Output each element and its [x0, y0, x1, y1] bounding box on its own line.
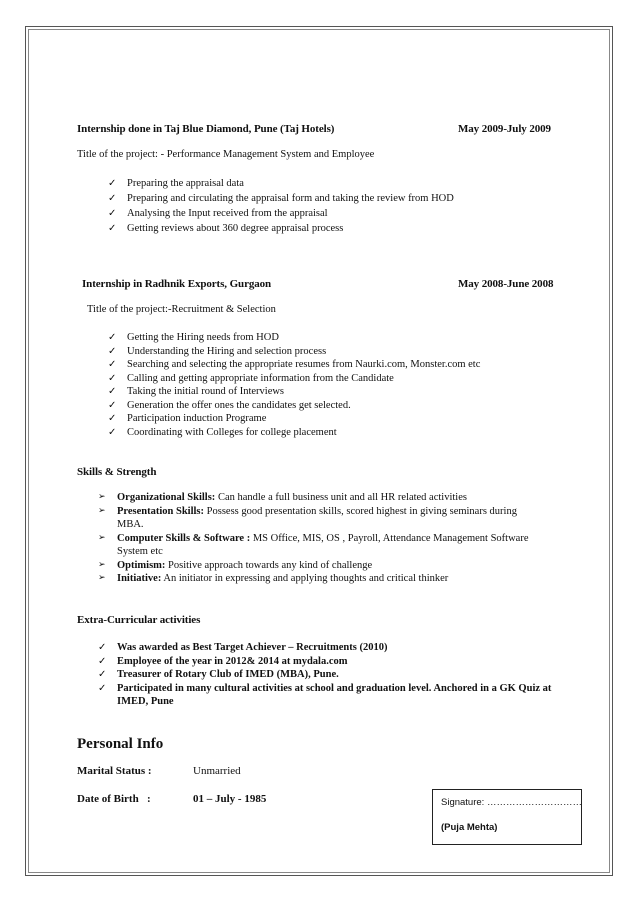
skill-text: Can handle a full business unit and all HR related activities — [215, 492, 467, 503]
internship1-title: Internship done in Taj Blue Diamond, Pune (Taj Hotels) — [77, 123, 335, 135]
list-item: ✓ Participation induction Programe — [127, 412, 480, 426]
internship1-project: Title of the project: - Performance Management System and Employee — [77, 149, 375, 160]
signature-box — [432, 789, 582, 845]
skill-item — [117, 559, 547, 573]
list-item: ✓ Preparing and circulating the appraisal form and taking the review from HOD — [127, 192, 454, 206]
list-item: ✓ Preparing the appraisal data — [127, 177, 454, 191]
skill-item — [117, 491, 547, 505]
skill-text: Positive approach towards any kind of challenge — [165, 559, 373, 571]
skill-label: Organizational Skills: — [117, 492, 216, 503]
extra-heading: Extra-Curricular activities — [77, 614, 201, 626]
list-item: ✓ Was awarded as Best Target Achiever – Recruitments (2010) — [117, 641, 557, 655]
dob-label: Date of Birth : — [77, 793, 151, 805]
list-item: ✓ Treasurer of Rotary Club of IMED (MBA), Pune. — [117, 668, 557, 682]
dob-value: 01 – July - 1985 — [193, 793, 267, 805]
list-item: ✓ Getting reviews about 360 degree appraisal process — [127, 222, 454, 236]
list-item: ✓ Participated in many cultural activities at school and graduation level. Anchored in a GK Quiz at IMED, Pune — [117, 682, 557, 709]
internship1-list — [127, 177, 454, 236]
list-item: ✓ Taking the initial round of Interviews — [127, 385, 480, 399]
internship2-title: Internship in Radhnik Exports, Gurgaon — [82, 278, 272, 290]
internship2-list — [127, 331, 480, 439]
skill-label: Optimism: — [117, 559, 166, 571]
list-item: ✓ Employee of the year in 2012& 2014 at mydala.com — [117, 655, 557, 669]
extra-list — [117, 641, 557, 709]
internship2-project: Title of the project:-Recruitment & Selection — [87, 304, 276, 315]
skills-heading: Skills & Strength — [77, 466, 157, 478]
internship1-dates: May 2009-July 2009 — [458, 123, 551, 135]
skill-text: An initiator in expressing and applying thoughts and critical thinker — [161, 573, 449, 584]
skill-item — [117, 505, 537, 532]
skill-label: Initiative: — [117, 573, 162, 584]
signature-name: (Puja Mehta) — [441, 822, 498, 833]
list-item: ✓ Analysing the Input received from the appraisal — [127, 207, 454, 221]
skill-item — [117, 572, 547, 586]
skill-label: Computer Skills & Software : — [117, 532, 251, 544]
skill-item — [117, 532, 542, 559]
skill-text: Possess good presentation skills, scored highest in giving seminars during MBA. — [117, 505, 517, 530]
list-item: ✓ Coordinating with Colleges for college placement — [127, 426, 480, 440]
marital-value: Unmarried — [193, 765, 241, 777]
marital-label: Marital Status : — [77, 765, 152, 777]
list-item: ✓ Searching and selecting the appropriate resumes from Naurki.com, Monster.com etc — [127, 358, 480, 372]
list-item: ✓ Calling and getting appropriate information from the Candidate — [127, 372, 480, 386]
signature-line: Signature: ………………………… — [441, 797, 582, 808]
personal-heading: Personal Info — [77, 736, 164, 752]
skills-list — [117, 491, 547, 586]
list-item: ✓ Generation the offer ones the candidates get selected. — [127, 399, 480, 413]
list-item: ✓ Getting the Hiring needs from HOD — [127, 331, 480, 345]
internship2-dates: May 2008-June 2008 — [458, 278, 554, 290]
skill-label: Presentation Skills: — [117, 505, 205, 517]
list-item: ✓ Understanding the Hiring and selection process — [127, 345, 480, 359]
skill-text: MS Office, MIS, OS , Payroll, Attendance Management Software System etc — [117, 532, 529, 557]
